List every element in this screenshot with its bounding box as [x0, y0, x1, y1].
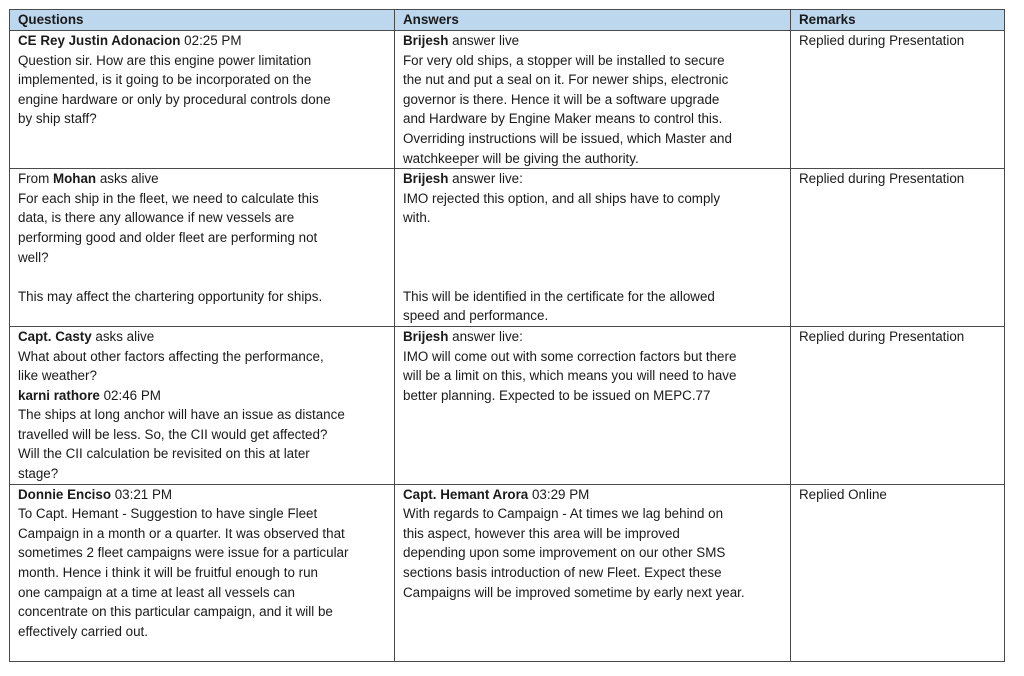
answer-text: speed and performance.	[403, 308, 549, 324]
answer-text: This will be identified in the certificate for the allowed	[403, 288, 715, 304]
answer-cell	[395, 484, 791, 661]
answer-text: better planning. Expected to be issued on MEPC.77	[403, 387, 711, 403]
qa-table	[9, 9, 1005, 662]
question-author: Donnie Enciso	[18, 486, 112, 502]
question-suffix: asks alive	[91, 328, 155, 344]
paragraph-gap	[403, 228, 782, 248]
answer-text: the nut and put a seal on it. For newer ships, electronic	[403, 72, 729, 88]
question-text: The ships at long anchor will have an issue as distance	[18, 407, 345, 423]
header-answers: Answers	[395, 10, 791, 31]
question-text: concentrate on this particular campaign, and it will be	[18, 604, 333, 620]
question-author-line	[18, 327, 386, 347]
answer-text: For very old ships, a stopper will be installed to secure	[403, 52, 725, 68]
question-cell	[10, 169, 395, 327]
question-text: Will the CII calculation be revisited on this at later	[18, 446, 310, 462]
question-text: stage?	[18, 466, 59, 482]
table-row	[10, 31, 1005, 169]
question-author: Capt. Casty	[18, 328, 92, 344]
answer-text: this aspect, however this area will be improved	[403, 525, 680, 541]
paragraph-gap	[403, 267, 782, 287]
answer-text: and Hardware by Engine Maker means to control this.	[403, 111, 723, 127]
answer-cell	[395, 169, 791, 327]
question-text: Question sir. How are this engine power limitation	[18, 52, 312, 68]
answer-cell	[395, 326, 791, 484]
answer-mode: answer live:	[448, 171, 523, 187]
answer-text: governor is there. Hence it will be a software upgrade	[403, 91, 720, 107]
question-time: 02:25 PM	[180, 33, 242, 48]
table-row	[10, 484, 1005, 661]
answer-text: depending upon some improvement on our other SMS	[403, 545, 726, 561]
answer-text: IMO will come out with some correction factors but there	[403, 348, 737, 364]
question-text: Campaign in a month or a quarter. It was observed that	[18, 525, 345, 541]
answer-text: will be a limit on this, which means you will need to have	[403, 368, 737, 384]
question-suffix: asks alive	[96, 171, 159, 187]
answer-text: Overriding instructions will be issued, which Master and	[403, 130, 732, 146]
answer-author: Capt. Hemant Arora	[403, 486, 529, 502]
answer-text: IMO rejected this option, and all ships have to comply	[403, 190, 721, 206]
question-author: Mohan	[52, 171, 97, 187]
remark-cell: Replied during Presentation	[791, 326, 1005, 484]
remark-cell: Replied during Presentation	[791, 31, 1005, 169]
question-text: by ship staff?	[18, 111, 97, 127]
table-row	[10, 326, 1005, 484]
question-text: To Capt. Hemant - Suggestion to have single Fleet	[18, 506, 318, 522]
question-text: one campaign at a time at least all vessels can	[18, 584, 295, 600]
question-author-line	[18, 169, 386, 189]
question-author: karni rathore	[18, 387, 100, 403]
paragraph-gap	[403, 248, 782, 268]
question-text: well?	[18, 249, 49, 265]
header-questions: Questions	[10, 10, 395, 31]
question-text: effectively carried out.	[18, 623, 149, 639]
question-author: CE Rey Justin Adonacion	[18, 33, 181, 48]
question-cell	[10, 484, 395, 661]
answer-author-line	[403, 485, 782, 505]
question-author-line	[18, 31, 386, 51]
question-time: 03:21 PM	[111, 486, 173, 502]
answer-text: sections basis introduction of new Fleet. Expect these	[403, 565, 722, 581]
remark-cell: Replied during Presentation	[791, 169, 1005, 327]
question-text: month. Hence i think it will be fruitful enough to run	[18, 565, 318, 581]
question-text: For each ship in the fleet, we need to calculate this	[18, 190, 319, 206]
question-author-line	[18, 386, 386, 406]
answer-text: With regards to Campaign - At times we lag behind on	[403, 506, 724, 522]
question-cell	[10, 326, 395, 484]
question-text: like weather?	[18, 368, 97, 384]
question-text: sometimes 2 fleet campaigns were issue for a particular	[18, 545, 349, 561]
question-prefix: From	[18, 171, 53, 187]
answer-author-line	[403, 327, 782, 347]
answer-author-line	[403, 31, 782, 51]
answer-author: Brijesh	[403, 33, 449, 48]
paragraph-gap	[18, 267, 386, 287]
answer-time: 03:29 PM	[528, 486, 590, 502]
question-text: travelled will be less. So, the CII would get affected?	[18, 426, 328, 442]
answer-mode: answer live:	[448, 328, 523, 344]
answer-author: Brijesh	[403, 171, 449, 187]
question-text: engine hardware or only by procedural controls done	[18, 91, 331, 107]
question-text: What about other factors affecting the performance,	[18, 348, 324, 364]
answer-mode: answer live	[448, 33, 520, 48]
header-row	[10, 10, 1005, 31]
answer-text: watchkeeper will be giving the authority.	[403, 150, 639, 166]
remark-cell: Replied Online	[791, 484, 1005, 661]
answer-text: Campaigns will be improved sometime by early next year.	[403, 584, 745, 600]
question-text: data, is there any allowance if new vessels are	[18, 210, 295, 226]
table-row	[10, 169, 1005, 327]
question-text: This may affect the chartering opportunity for ships.	[18, 288, 323, 304]
question-text: implemented, is it going to be incorporated on the	[18, 72, 312, 88]
question-author-line	[18, 485, 386, 505]
header-remarks: Remarks	[791, 10, 1005, 31]
answer-author-line	[403, 169, 782, 189]
answer-cell	[395, 31, 791, 169]
question-time: 02:46 PM	[99, 387, 161, 403]
answer-author: Brijesh	[403, 328, 449, 344]
question-text: performing good and older fleet are performing not	[18, 229, 318, 245]
answer-text: with.	[403, 210, 431, 226]
question-cell	[10, 31, 395, 169]
